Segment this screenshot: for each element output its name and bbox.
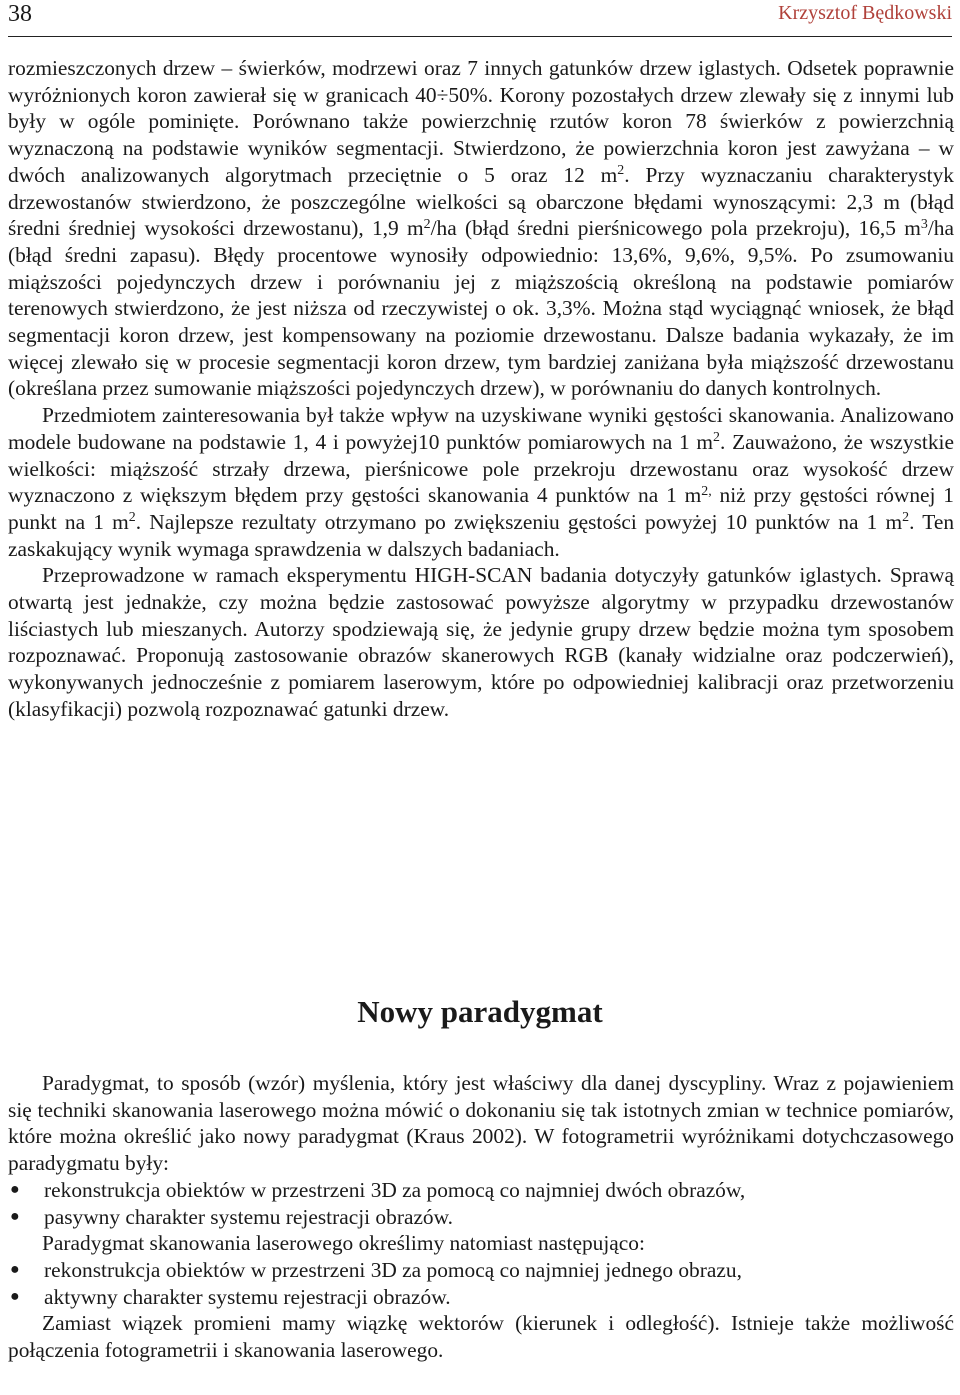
- list-item: ● rekonstrukcja obiektów w przestrzeni 3D za pomocą co najmniej dwóch obrazów,: [10, 1177, 746, 1202]
- list-item: ● rekonstrukcja obiektów w przestrzeni 3D za pomocą co najmniej jednego obrazu,: [10, 1257, 742, 1282]
- page-number: 38: [8, 1, 32, 27]
- superscript: 2: [617, 163, 625, 179]
- paragraph-segmentation-results: rozmieszczonych drzew – świerków, modrzewi oraz 7 innych gatunków drzew iglastych. Odsetek poprawnie wyróżnionych koron zawierał się w granicach 40÷50%. Korony pozostałych drzew zlewały się z innymi lub były w ogóle pominięte. Porównano także powierzchnię rzutów koron 78 świerków z powierzchnią wyznaczoną na podstawie wyników segmentacji. Stwierdzono, że powierzchnia koron jest zawyżana – w dwóch analizowanych algorytmach przeciętnie o 5 oraz 12 $m^2$. Przy wyznaczaniu charakterystyk drzewostanów stwierdzono, że poszczególne wielkości są obarczone błędami wynoszącymi: 2,3 m (błąd średni średniej wysokości drzewostanu), 1,9 $m^2/ha$ (błąd średni pierśnicowego pola przekroju), 16,5 $m^3/ha$ (błąd średni zapasu). Błędy procentowe wynosiły odpowiednio: 13,6%, 9,6%, 9,5%. Po zsumowaniu miąższości pojedynczych drzew i porównaniu jej z miąższością określoną na podstawie pomiarów terenowych stwierdzono, że jest niższa od rzeczywistej o ok. 3,3%. Można stąd wyciągnąć wniosek, że błąd segmentacji koron drzew, jest kompensowany na poziomie drzewostanu. Dalsze badania wykazały, że im więcej zlewało się w procesie segmentacji koron drzew, tym bardziej zaniżana była miąższość drzewostanu (określana przez sumowanie miąższości pojedynczych drzew), w porównaniu do danych kontrolnych.: [8, 56, 954, 401]
- superscript: 3: [920, 216, 928, 232]
- paragraph-high-scan: Przeprowadzone w ramach eksperymentu HIGH-SCAN badania dotyczyły gatunków iglastych. Sprawą otwartą jest jednakże, czy można będzie zastosować powyższe algorytmy w przypadku drzewostanów liściastych lub mieszanych. Autorzy spodziewają się, że jedynie grupy drzew będzie można tym sposobem rozpoznawać. Proponują zastosowanie obrazów skanerowych RGB (kanały widzialne oraz podczerwień), wykonywanych jednocześnie z pomiarem laserowym, które po odpowiedniej kalibracji oraz przetworzeniu (klasyfikacji) pozwolą rozpoznawać gatunki drzew.: [8, 563, 954, 721]
- page-header: [8, 0, 952, 37]
- superscript: 2: [423, 216, 431, 232]
- paragraph-laser-intro: Paradygmat skanowania laserowego określimy natomiast następująco:: [42, 1231, 645, 1256]
- bullet-icon: ●: [10, 1180, 20, 1198]
- list-item: ● aktywny charakter systemu rejestracji obrazów.: [10, 1284, 451, 1309]
- bullet-icon: ●: [10, 1260, 20, 1278]
- running-head-author: Krzysztof Będkowski: [778, 2, 952, 24]
- paragraph-scan-density: Przedmiotem zainteresowania był także wpływ na uzyskiwane wyniki gęstości skanowania. Analizowano modele budowane na podstawie 1, 4 i powyżej10 punktów pomiarowych na 1 $m^2$. Zauważono, że wszystkie wielkości: miąższość strzały drzewa, pierśnicowe pole przekroju drzewostanu oraz wysokość drzew wyznaczono z większym błędem przy gęstości skanowania 4 punktów na 1 $m^{2,}$ niż przy gęstości równej 1 punkt na 1 $m^2$. Najlepsze rezultaty otrzymano po zwiększeniu gęstości powyżej 10 punktów na 1 $m^2$. Ten zaskakujący wynik wymaga sprawdzenia w dalszych badaniach.: [8, 403, 955, 561]
- superscript: 2: [713, 430, 720, 446]
- bullet-icon: ●: [10, 1207, 20, 1225]
- superscript: 2: [902, 510, 910, 526]
- bullet-icon: ●: [10, 1287, 20, 1305]
- list-item: ● pasywny charakter systemu rejestracji obrazów.: [10, 1204, 454, 1229]
- section-heading: Nowy paradygmat: [357, 994, 603, 1029]
- superscript: 2: [128, 510, 136, 526]
- body-text-upper: [8, 55, 954, 723]
- superscript: 2,: [701, 483, 712, 499]
- body-text-lower: [8, 1070, 954, 1364]
- paragraph-closing: Zamiast wiązek promieni mamy wiązkę wektorów (kierunek i odległość). Istnieje także możliwość połączenia fotogrametrii i skanowania laserowego.: [8, 1311, 954, 1363]
- paragraph-paradigm: Paradygmat, to sposób (wzór) myślenia, który jest właściwy dla danej dyscypliny. Wraz z pojawieniem się techniki skanowania laserowego można mówić o dokonaniu się tak istotnych zmian w technice pomiarów, które można określić jako nowy paradygmat (Kraus 2002). W fotogrametrii wyróżnikami dotychczasowego paradygmatu były:: [8, 1071, 954, 1176]
